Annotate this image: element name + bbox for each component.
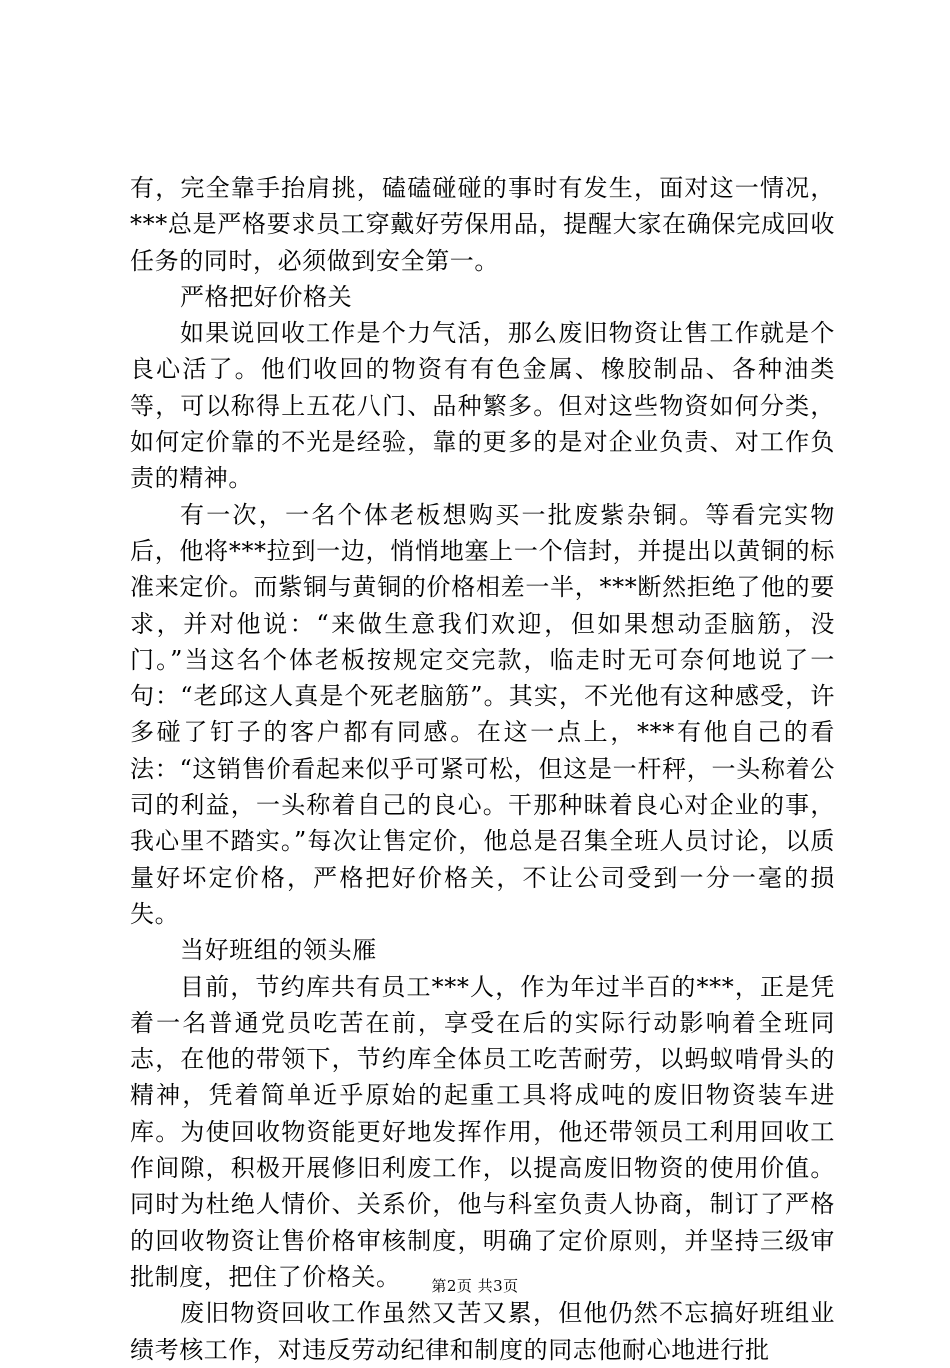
section-heading-price: 严格把好价格关	[180, 282, 353, 311]
page-number-footer: 第2页 共3页	[431, 1277, 519, 1295]
document-body	[130, 170, 835, 1368]
paragraph-team-leadership: 目前，节约库共有员工***人，作为年过半百的***，正是凭着一名普通党员吃苦在前，享受在后的实际行动影响着全班同志，在他的带领下，节约库全体员工吃苦耐劳，以蚂蚁啃骨头的精神，凭着简单近乎原始的起重工具将成吨的废旧物资装车进库。为使回收物资能更好地发挥作用，他还带领员工利用回收工作间隙，积极开展修旧利废工作，以提高废旧物资的使用价值。同时为杜绝人情价、关系价，他与科室负责人协商，制订了严格的回收物资让售价格审核制度，明确了定价原则，并坚持三级审批制度，把住了价格关。	[130, 972, 835, 1291]
paragraph-copper-story: 有一次，一名个体老板想购买一批废紫杂铜。等看完实物后，他将***拉到一边，悄悄地塞上一个信封，并提出以黄铜的标准来定价。而紫铜与黄铜的价格相差一半，***断然拒绝了他的要求，并对他说：“来做生意我们欢迎，但如果想动歪脑筋，没门。”当这名个体老板按规定交完款，临走时无可奈何地说了一句：“老邱这人真是个死老脑筋”。其实，不光他有这种感受，许多碰了钉子的客户都有同感。在这一点上，***有他自己的看法：“这销售价看起来似乎可紧可松，但这是一杆秤，一头称着公司的利益，一头称着自己的良心。干那种昧着良心对企业的事，我心里不踏实。”每次让售定价，他总是召集全班人员讨论，以质量好坏定价格，严格把好价格关，不让公司受到一分一毫的损失。	[130, 500, 835, 928]
paragraph-pricing-conscience: 如果说回收工作是个力气活，那么废旧物资让售工作就是个良心活了。他们收回的物资有有色金属、橡胶制品、各种油类等，可以称得上五花八门、品种繁多。但对这些物资如何分类，如何定价靠的不光是经验，靠的更多的是对企业负责、对工作负责的精神。	[130, 319, 835, 493]
paragraph-continuation: 有，完全靠手抬肩挑，磕磕碰碰的事时有发生，面对这一情况，***总是严格要求员工穿戴好劳保用品，提醒大家在确保完成回收任务的同时，必须做到安全第一。	[130, 174, 835, 275]
section-heading-leader: 当好班组的领头雁	[180, 936, 377, 965]
paragraph-performance-review: 废旧物资回收工作虽然又苦又累，但他仍然不忘搞好班组业绩考核工作，对违反劳动纪律和制度的同志他耐心地进行批	[130, 1299, 835, 1364]
